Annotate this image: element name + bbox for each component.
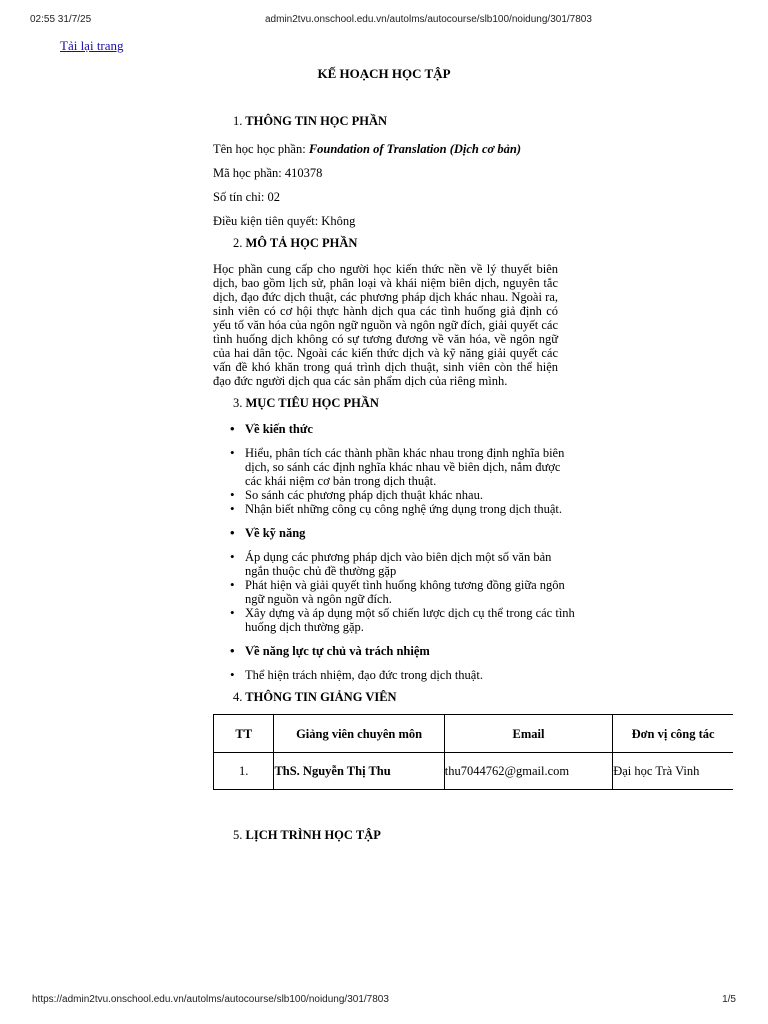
table-cell-index: 1.	[214, 753, 274, 790]
objectives-skills-list	[213, 550, 575, 634]
section-title: THÔNG TIN GIẢNG VIÊN	[245, 690, 397, 704]
reload-page-link[interactable]: Tải lại trang	[60, 38, 124, 53]
course-description: Học phần cung cấp cho người học kiến thức nền về lý thuyết biên dịch, bao gồm lịch sử, phân loại và khái niệm biên dịch, nguyên tắc dịch, đạo đức dịch thuật, các phương pháp dịch khác nhau. Ngoài ra, sinh viên có cơ hội thực hành dịch qua các tình huống giả định có yếu tố văn hóa của ngôn ngữ nguồn và ngôn ngữ đích, giải quyết các tình huống dịch không có sự tương đương về văn hóa, về ngôn ngữ của hai dân tộc. Ngoài các kiến thức dịch và kỹ năng giải quyết các vấn đề khó khăn trong quá trình dịch thuật, sinh viên còn thể hiện đạo đức người dịch qua các sản phẩm dịch của riêng mình.	[213, 262, 558, 388]
column-header: Đơn vị công tác	[613, 715, 733, 753]
section-heading-schedule	[233, 828, 733, 846]
list-item: • Xây dựng và áp dụng một số chiến lược dịch cụ thể trong các tình huống dịch thường gặp.	[245, 606, 575, 634]
objectives-autonomy-heading-list	[213, 644, 575, 658]
page-title: KẾ HOẠCH HỌC TẬP	[317, 66, 451, 81]
table-header-row	[214, 715, 734, 753]
main-content	[213, 114, 733, 846]
course-name-value: Foundation of Translation (Dịch cơ bản)	[308, 142, 521, 156]
objective-group-heading: • Về kiến thức	[245, 422, 575, 436]
column-header: Giảng viên chuyên môn	[274, 715, 444, 753]
section-number: 3.	[233, 396, 243, 410]
print-header	[0, 14, 768, 34]
print-footer	[0, 994, 768, 1014]
section-title: THÔNG TIN HỌC PHẦN	[245, 114, 388, 128]
list-item: • Thể hiện trách nhiệm, đạo đức trong dịch thuật.	[245, 668, 575, 682]
objectives-skills-heading-list	[213, 526, 575, 540]
section-number: 2.	[233, 236, 243, 250]
table-cell-email: thu7044762@gmail.com	[444, 753, 612, 790]
list-item: • Phát hiện và giải quyết tình huống không tương đồng giữa ngôn ngữ nguồn và ngôn ngữ đích.	[245, 578, 575, 606]
column-header: TT	[214, 715, 274, 753]
print-datetime: 02:55 31/7/25	[30, 14, 92, 25]
page-number: 1/5	[722, 994, 736, 1005]
table-cell-unit: Đại học Trà Vinh	[613, 753, 733, 790]
course-name-label: Tên học học phần:	[213, 142, 309, 156]
table-cell-lecturer: ThS. Nguyễn Thị Thu	[274, 753, 444, 790]
course-credits: Số tín chỉ: 02	[213, 190, 281, 204]
list-item: • Hiểu, phân tích các thành phần khác nhau trong định nghĩa biên dịch, so sánh các định nghĩa khác nhau về biên dịch, nắm được các khái niệm cơ bản trong dịch thuật.	[245, 446, 575, 488]
section-heading-objectives	[233, 396, 733, 414]
objective-group-heading: • Về kỹ năng	[245, 526, 575, 540]
objectives-knowledge-heading-list	[213, 422, 575, 436]
course-code: Mã học phần: 410378	[213, 166, 323, 180]
table-row	[214, 753, 734, 790]
section-title: MÔ TẢ HỌC PHẦN	[245, 236, 358, 250]
column-header: Email	[444, 715, 612, 753]
lecturer-table	[213, 714, 733, 790]
section-heading-description	[233, 236, 733, 254]
course-prerequisite: Điều kiện tiên quyết: Không	[213, 214, 356, 228]
list-item: • So sánh các phương pháp dịch thuật khác nhau.	[245, 488, 575, 502]
section-number: 5.	[233, 828, 243, 842]
list-item: • Nhận biết những công cụ công nghệ ứng dụng trong dịch thuật.	[245, 502, 575, 516]
section-heading-lecturer	[233, 690, 733, 708]
list-item: • Áp dụng các phương pháp dịch vào biên dịch một số văn bản ngắn thuộc chủ đề thường gặp	[245, 550, 575, 578]
objective-group-heading: • Về năng lực tự chủ và trách nhiệm	[245, 644, 575, 658]
objectives-autonomy-list	[213, 668, 575, 682]
print-url: admin2tvu.onschool.edu.vn/autolms/autocourse/slb100/noidung/301/7803	[265, 14, 592, 25]
section-number: 4.	[233, 690, 243, 704]
section-title: LỊCH TRÌNH HỌC TẬP	[245, 828, 381, 842]
section-number: 1.	[233, 114, 243, 128]
objectives-knowledge-list	[213, 446, 575, 516]
course-name	[213, 142, 733, 156]
print-footer-url: https://admin2tvu.onschool.edu.vn/autolms/autocourse/slb100/noidung/301/7803	[32, 994, 389, 1005]
section-heading-course-info	[233, 114, 733, 132]
section-title: MỤC TIÊU HỌC PHẦN	[245, 396, 379, 410]
